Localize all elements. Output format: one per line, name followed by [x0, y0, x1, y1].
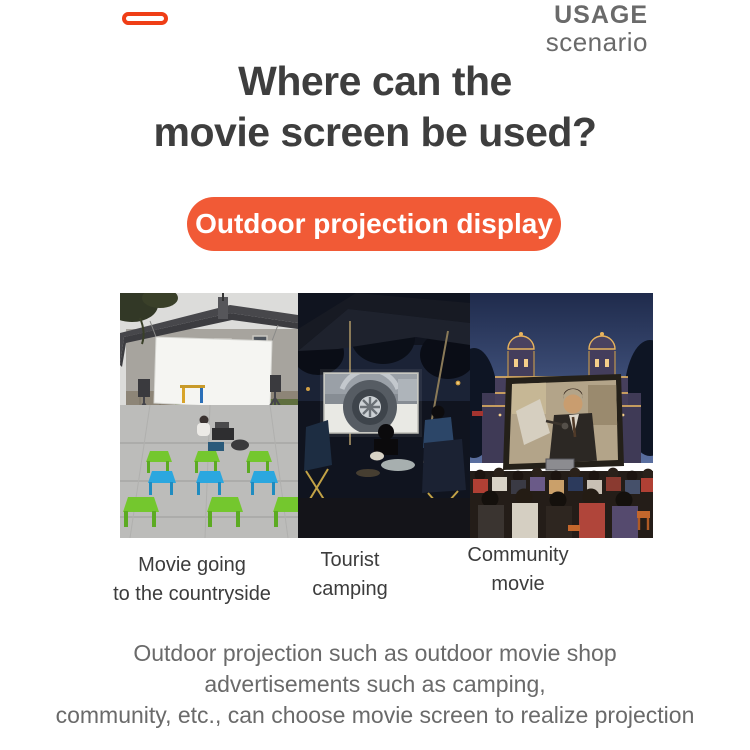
usage-photo-row	[120, 293, 653, 538]
caption-countryside	[113, 551, 271, 609]
caption-community	[467, 541, 568, 599]
description-line3: community, etc., can choose movie screen to realize projection	[55, 702, 695, 728]
projection-screen	[154, 337, 272, 409]
usage-label-line1: USAGE	[554, 1, 648, 29]
description-paragraph	[0, 638, 750, 731]
caption-community-line2: movie	[491, 573, 545, 595]
camping-photo-illustration	[298, 293, 470, 538]
photo-community	[470, 293, 653, 538]
caption-countryside-line2: to the countryside	[113, 583, 271, 605]
usage-label-line2: scenario	[545, 27, 648, 57]
caption-camping-line1: Tourist	[320, 549, 380, 571]
description-line2: advertisements such as camping,	[204, 671, 546, 697]
description-line1: Outdoor projection such as outdoor movie shop	[133, 640, 617, 666]
usage-scenario-label	[546, 2, 648, 55]
page-title-line2: movie screen be used?	[153, 109, 597, 155]
page-title	[0, 56, 750, 158]
caption-camping	[312, 546, 388, 604]
community-photo-illustration	[470, 293, 653, 538]
photo-camping	[298, 293, 470, 538]
caption-countryside-line1: Movie going	[138, 554, 246, 576]
outdoor-projection-button[interactable]: Outdoor projection display	[187, 197, 561, 251]
caption-community-line1: Community	[467, 544, 569, 566]
photo-countryside	[120, 293, 298, 538]
pill-outline-icon	[122, 12, 168, 25]
page-title-line1: Where can the	[238, 58, 512, 104]
caption-camping-line2: camping	[312, 578, 388, 600]
countryside-photo-illustration	[120, 293, 298, 538]
